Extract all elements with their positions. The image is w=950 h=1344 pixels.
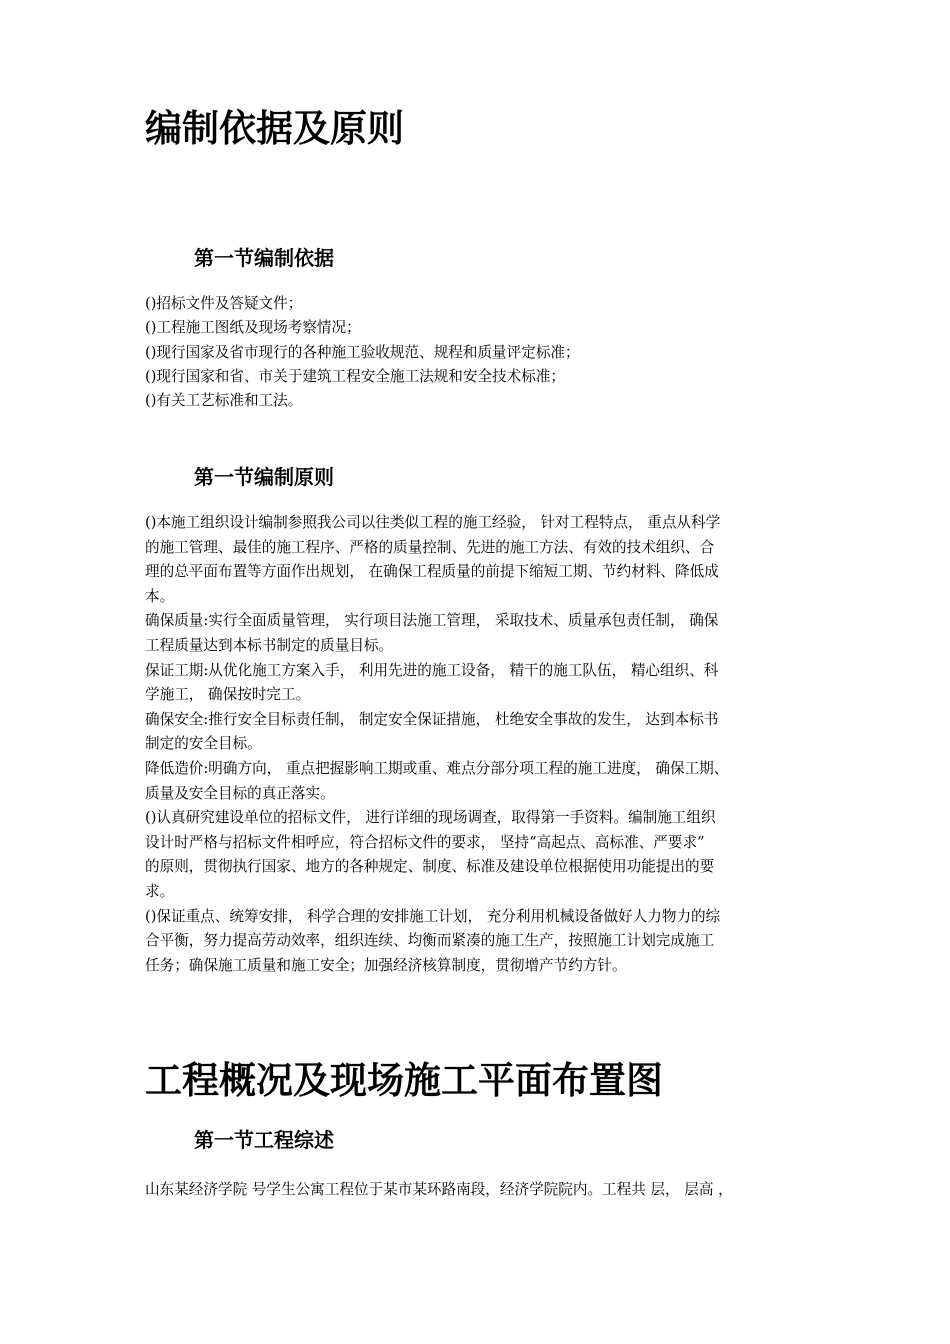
principles-line: 质量及安全目标的真正落实。 — [145, 784, 335, 802]
principles-line: ()本施工组织设计编制参照我公司以往类似工程的施工经验， 针对工程特点， 重点从科学 — [145, 514, 721, 531]
principles-text — [145, 511, 817, 978]
basis-list — [145, 292, 817, 413]
principles-line: 本。 — [145, 587, 175, 605]
basis-item: ()现行国家及省市现行的各种施工验收规范、规程和质量评定标准； — [145, 343, 580, 361]
principles-line: 降低造价:明确方向， 重点把握影响工期或重、难点分部分项工程的施工进度， 确保工期、 — [145, 759, 729, 777]
basis-item: ()有关工艺标准和工法。 — [145, 392, 303, 410]
principles-line: 设计时严格与招标文件相呼应，符合招标文件的要求， 坚持“高起点、高标准、严要求” — [145, 833, 705, 851]
principles-line: 确保安全:推行安全目标责任制， 制定安全保证措施， 杜绝安全事故的发生， 达到本标书 — [145, 710, 719, 728]
principles-line: ()认真研究建设单位的招标文件， 进行详细的现场调查，取得第一手资料。编制施工组织 — [145, 809, 716, 827]
principles-line: 的施工管理、最佳的施工程序、严格的质量控制、先进的施工方法、有效的技术组织、合 — [145, 538, 715, 556]
principles-line: 确保质量:实行全面质量管理， 实行项目法施工管理， 采取技术、质量承包责任制， 确保 — [145, 612, 719, 630]
heading-basis: 第一节编制依据 — [194, 246, 334, 270]
basis-item: ()现行国家和省、市关于建筑工程安全施工法规和安全技术标准； — [145, 367, 566, 385]
principles-line: 的原则，贯彻执行国家、地方的各种规定、制度、标准及建设单位根据使用功能提出的要 — [145, 858, 715, 876]
principles-line: 制定的安全目标。 — [145, 735, 262, 753]
heading-overview: 第一节工程综述 — [194, 1128, 334, 1152]
principles-line: 保证工期:从优化施工方案入手， 利用先进的施工设备， 精干的施工队伍， 精心组织、科 — [145, 661, 719, 679]
overview-text — [145, 1178, 817, 1203]
principles-line: 任务；确保施工质量和施工安全；加强经济核算制度，贯彻增产节约方针。 — [145, 956, 627, 974]
principles-line: 理的总平面布置等方面作出规划， 在确保工程质量的前提下缩短工期、节约材料、降低成 — [145, 563, 719, 581]
principles-line: 工程质量达到本标书制定的质量目标。 — [145, 636, 394, 654]
overview-line: 山东某经济学院 号学生公寓工程位于某市某环路南段，经济学院院内。工程共 层， 层高 ， — [145, 1181, 733, 1198]
heading-principles: 第一节编制原则 — [194, 465, 334, 489]
principles-line: ()保证重点、统筹安排， 科学合理的安排施工计划， 充分利用机械设备做好人力物力的综 — [145, 907, 721, 925]
section-title-overview: 工程概况及现场施工平面布置图 — [145, 1058, 663, 1102]
principles-line: 求。 — [145, 882, 175, 900]
section-title-basis-principles: 编制依据及原则 — [145, 106, 404, 150]
basis-item: ()招标文件及答疑文件； — [145, 295, 303, 312]
principles-line: 学施工， 确保按时完工。 — [145, 686, 311, 704]
principles-line: 合平衡，努力提高劳动效率，组织连续、均衡而紧凑的施工生产，按照施工计划完成施工 — [145, 932, 715, 950]
basis-item: ()工程施工图纸及现场考察情况； — [145, 319, 361, 337]
